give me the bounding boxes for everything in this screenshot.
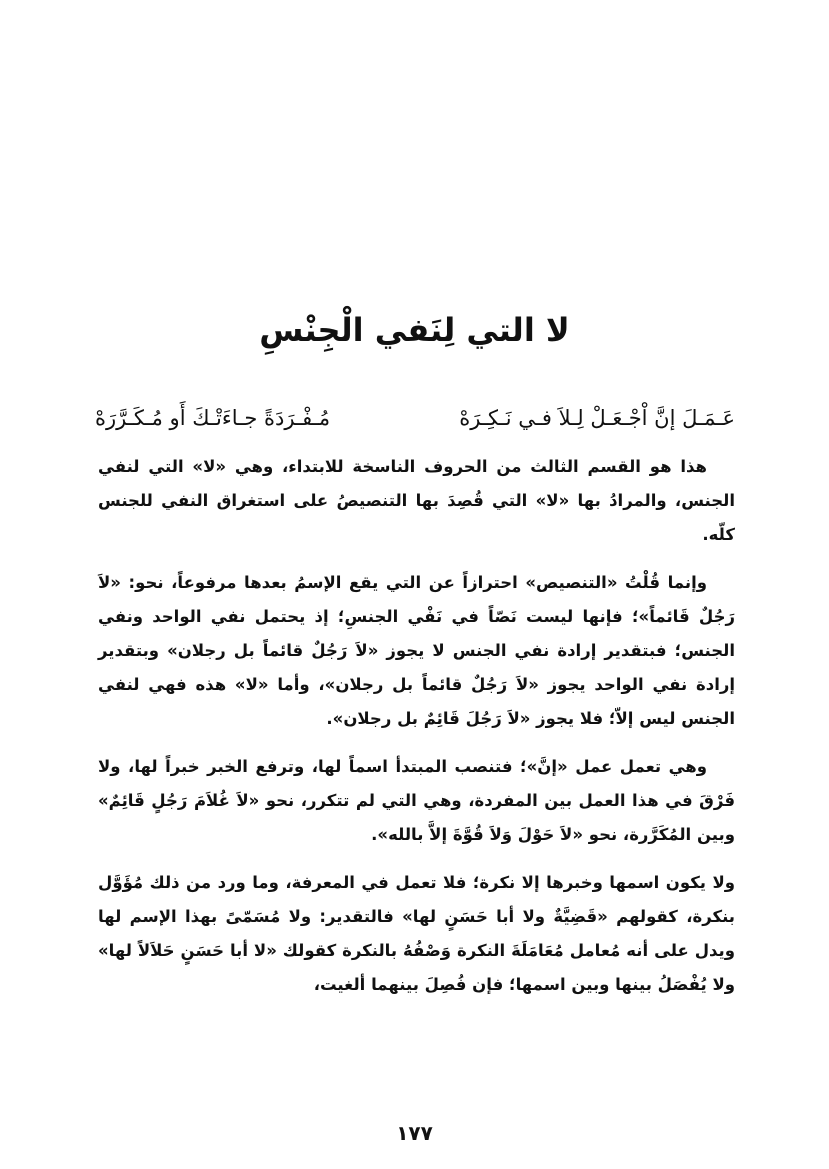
verse-first-hemistich: عَـمَـلَ إنَّ اْجْـعَـلْ لِـلاَ فـي نَـكِـرَهْ [459, 406, 735, 430]
commentary-text [98, 450, 735, 1016]
chapter-title: لا التي لِنَفي الْجِنْسِ [259, 311, 570, 349]
paragraph-4: ولا يكون اسمها وخبرها إلا نكرة؛ فلا تعمل في المعرفة، وما ورد من ذلك مُؤَوَّل بنكرة، كقولهم «قَضِيَّةٌ ولا أبا حَسَنٍ لها» فالتقدير: ولا مُسَمّىً بهذا الإسم لها ويدل على أنه مُعامل مُعَامَلَةَ النكرة وَصْفُهُ بالنكرة كقولك «لا أبا حَسَنٍ حَلاَلاً لها» ولا يُفْصَلُ بينها وبين اسمها؛ فإن فُصِلَ بينهما ألغيت، [98, 873, 735, 994]
verse-second-hemistich: مُـفْـرَدَةً جـاءَتْـكَ أَو مُـكَـرَّرَهْ [95, 406, 331, 430]
paragraph-3: وهي تعمل عمل «إنَّ»؛ فتنصب المبتدأ اسماً لها، وترفع الخبر خبراً لها، ولا فَرْقَ في هذا العمل بين المفردة، وهي التي لم تتكرر، نحو «لاَ غُلاَمَ رَجُلٍ قَائِمٌ» وبين المُكَرَّرة، نحو «لاَ حَوْلَ وَلاَ قُوَّةَ إلاَّ بالله». [98, 757, 735, 844]
poetry-verse [95, 398, 735, 438]
page-number: ١٧٧ [396, 1121, 433, 1145]
paragraph-2: وإنما قُلْتُ «التنصيص» احترازاً عن التي يقع الإسمُ بعدها مرفوعاً، نحو: «لاَ رَجُلٌ قَائماً»؛ فإنها ليست نَصّاً في نَفْي الجنسِ؛ إذ يحتمل نفي الواحد ونفي الجنس؛ فبتقدير إرادة نفي الجنس لا يجوز «لاَ رَجُلٌ قائماً بل رجلان» وبتقدير إرادة نفي الواحد يجوز «لاَ رَجُلٌ قائماً بل رجلان»، وأما «لا» هذه فهي لنفي الجنس ليس إلاّ؛ فلا يجوز «لاَ رَجُلَ قَائِمٌ بل رجلان». [98, 573, 735, 728]
paragraph-1: هذا هو القسم الثالث من الحروف الناسخة للابتداء، وهي «لا» التي لنفي الجنس، والمرادُ بها «لا» التي قُصِدَ بها التنصيصُ على استغراق النفي للجنس كلّه. [98, 457, 735, 544]
